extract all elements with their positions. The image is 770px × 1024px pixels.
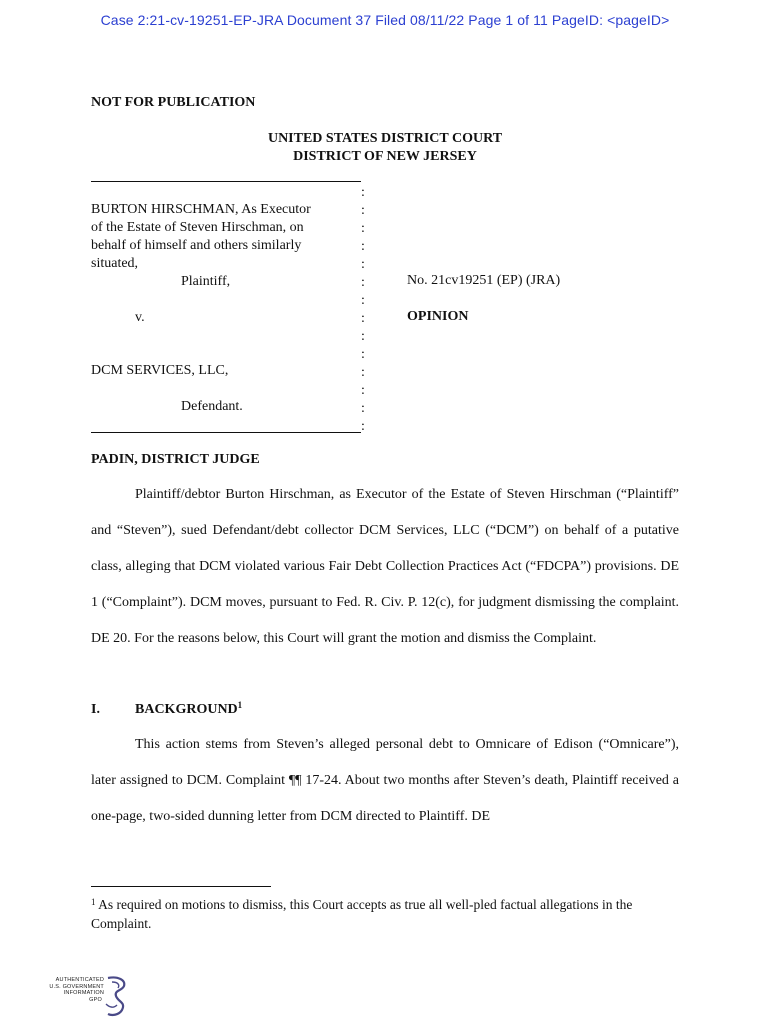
document-type: OPINION: [407, 309, 469, 324]
background-paragraph: [91, 727, 679, 835]
footnote-separator: [91, 886, 271, 887]
plaintiff-role: Plaintiff,: [181, 274, 231, 289]
footnote: [91, 895, 681, 933]
plaintiff-line: of the Estate of Steven Hirschman, on: [91, 220, 304, 235]
section-heading: [135, 702, 242, 718]
intro-paragraph-text: Plaintiff/debtor Burton Hirschman, as Executor of the Estate of Steven Hirschman (“Plaintiff” and “Steven”), sued Defendant/debt collector DCM Services, LLC (“DCM”) on behalf of a putative class, alleging that DCM violated various Fair Debt Collection Practices Act (“FDCPA”) provisions. DE 1 (“Complaint”). DCM moves, pursuant to Fed. R. Civ. P. 12(c), for judgment dismissing the complaint. DE 20. For the reasons below, this Court will grant the motion and dismiss the Complaint.: [91, 487, 679, 646]
court-district: DISTRICT OF NEW JERSEY: [293, 149, 477, 164]
section-number: I.: [91, 702, 100, 717]
footnote-marker: 1: [91, 897, 96, 907]
gpo-authentication-logo: [44, 974, 130, 1018]
gpo-eagle-icon: [102, 974, 130, 1018]
section-title: BACKGROUND: [135, 702, 238, 717]
plaintiff-block: [91, 201, 311, 291]
plaintiff-line: situated,: [91, 256, 139, 271]
footnote-text: As required on motions to dismiss, this Court accepts as true all well-pled factual allegations in the Complaint.: [91, 897, 633, 931]
case-header: Case 2:21-cv-19251-EP-JRA Document 37 Filed 08/11/22 Page 1 of 11 PageID: <pageID>: [100, 12, 670, 28]
logo-text: AUTHENTICATED U.S. GOVERNMENT INFORMATION GPO: [49, 977, 104, 1003]
plaintiff-line: BURTON HIRSCHMAN, As Executor: [91, 202, 311, 217]
caption-bottom-rule: [91, 432, 361, 433]
defendant-role: Defendant.: [181, 399, 243, 414]
background-paragraph-text: This action stems from Steven’s alleged personal debt to Omnicare of Edison (“Omnicare”), later assigned to DCM. Complaint ¶¶ 17-24. About two months after Steven’s death, Plaintiff received a one-page, two-sided dunning letter from DCM directed to Plaintiff. DE: [91, 737, 679, 824]
caption-colon-column: : : : : : : : : : : : : : :: [361, 185, 365, 434]
defendant-name: DCM SERVICES, LLC,: [91, 363, 229, 378]
footnote-reference[interactable]: 1: [237, 700, 243, 710]
plaintiff-line: behalf of himself and others similarly: [91, 238, 302, 253]
publication-notice: NOT FOR PUBLICATION: [91, 95, 256, 110]
versus: v.: [135, 310, 145, 325]
case-number: No. 21cv19251 (EP) (JRA): [407, 273, 561, 288]
judge-heading: PADIN, DISTRICT JUDGE: [91, 452, 260, 467]
court-name: UNITED STATES DISTRICT COURT: [267, 131, 503, 146]
caption-top-rule: [91, 181, 361, 182]
intro-paragraph: [91, 477, 679, 657]
